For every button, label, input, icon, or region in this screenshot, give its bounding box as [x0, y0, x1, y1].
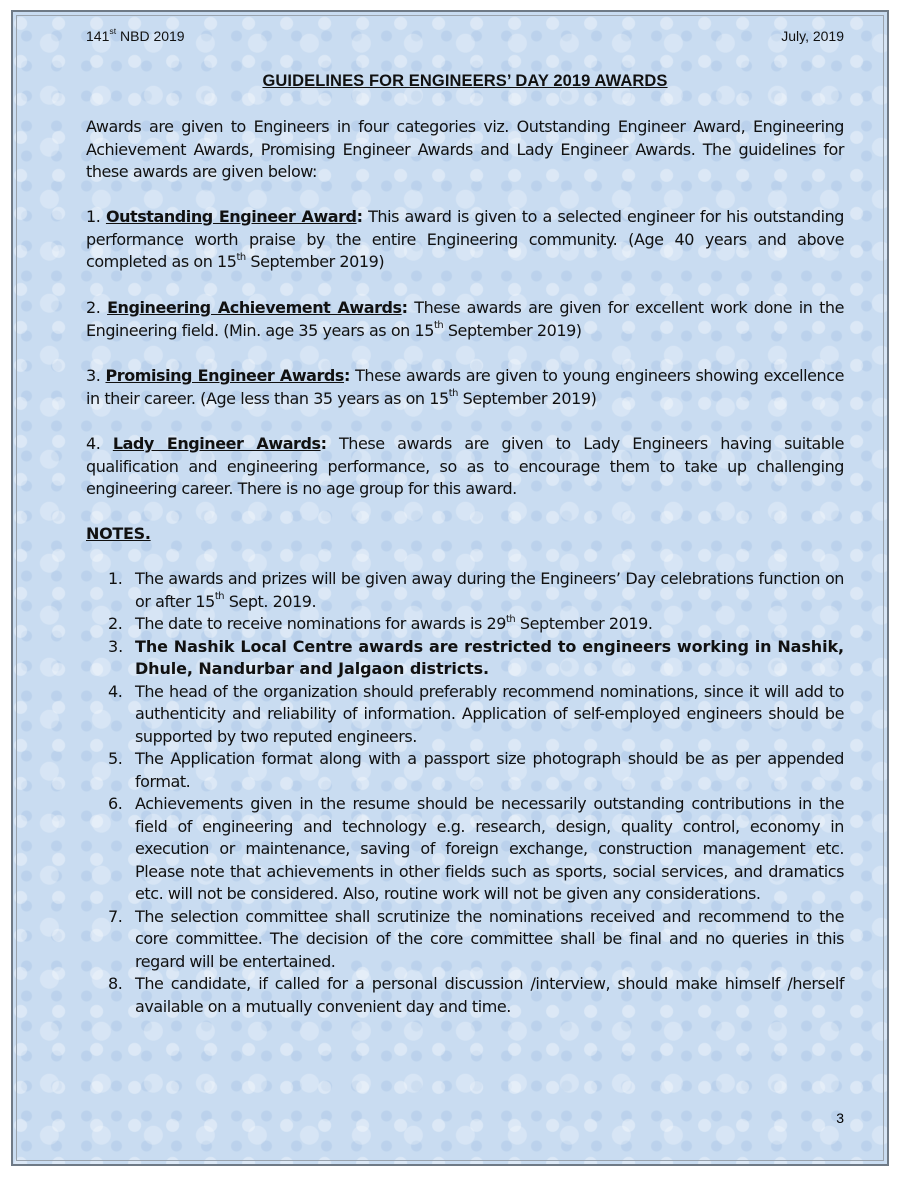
award-paragraph-3: 3. Promising Engineer Awards: These awards are given to young engineers showing excellence in their career. (Age less than 35 years as on 15th September 2019): [86, 366, 844, 408]
note-item: 2. The date to receive nominations for awards is 29th September 2019.: [108, 613, 653, 633]
page-title: GUIDELINES FOR ENGINEERS’ DAY 2019 AWARDS: [262, 72, 668, 90]
award-paragraph-1: 1. Outstanding Engineer Award: This award is given to a selected engineer for his outstanding performance worth praise by the entire Engineering community. (Age 40 years and above completed as on 15th September 2019): [86, 207, 844, 271]
notes-list: [108, 568, 844, 1018]
note-item: 1. The awards and prizes will be given away during the Engineers’ Day celebrations function on or after 15th Sept. 2019.: [108, 569, 844, 611]
note-item: 6. Achievements given in the resume should be necessarily outstanding contributions in the field of engineering and technology e.g. research, design, quality control, economy in execution or maintenance, saving of foreign exchange, construction management etc. Please note that achievements in other fields such as sports, social services, and dramatics etc. will not be considered. Also, routine work will not be given any considerations.: [108, 794, 844, 903]
award-paragraph-2: 2. Engineering Achievement Awards: These awards are given for excellent work done in the Engineering field. (Min. age 35 years as on 15th September 2019): [86, 298, 844, 340]
intro-paragraph: Awards are given to Engineers in four categories viz. Outstanding Engineer Award, Engineering Achievement Awards, Promising Engineer Awards and Lady Engineer Awards. The guidelines for these awards are given below:: [86, 117, 844, 181]
note-item: 5. The Application format along with a passport size photograph should be as per appended format.: [108, 749, 844, 791]
header-right: July, 2019: [781, 28, 844, 44]
award-name-achievement: Engineering Achievement Awards: [107, 298, 402, 317]
award-name-promising: Promising Engineer Awards: [105, 366, 345, 385]
header-left: 141st NBD 2019: [86, 26, 185, 44]
note-item-bold: 3. The Nashik Local Centre awards are restricted to engineers working in Nashik, Dhule, Nandurbar and Jalgaon districts.: [108, 636, 844, 678]
award-paragraph-4: 4. Lady Engineer Awards: These awards are given to Lady Engineers having suitable qualification and engineering performance, so as to encourage them to take up challenging engineering career. There is no age group for this award.: [86, 434, 844, 498]
note-item: 8. The candidate, if called for a personal discussion /interview, should make himself /herself available on a mutually convenient day and time.: [108, 974, 844, 1016]
page-number: 3: [836, 1110, 844, 1126]
note-item: 7. The selection committee shall scrutinize the nominations received and recommend to the core committee. The decision of the core committee shall be final and no queries in this regard will be entertained.: [108, 906, 844, 971]
note-item: 4. The head of the organization should preferably recommend nominations, since it will add to authenticity and reliability of information. Application of self-employed engineers should be supported by two reputed engineers.: [108, 681, 844, 746]
award-name-lady: Lady Engineer Awards: [112, 434, 321, 453]
award-name-outstanding: Outstanding Engineer Award: [105, 207, 357, 226]
notes-heading: NOTES.: [86, 524, 151, 543]
